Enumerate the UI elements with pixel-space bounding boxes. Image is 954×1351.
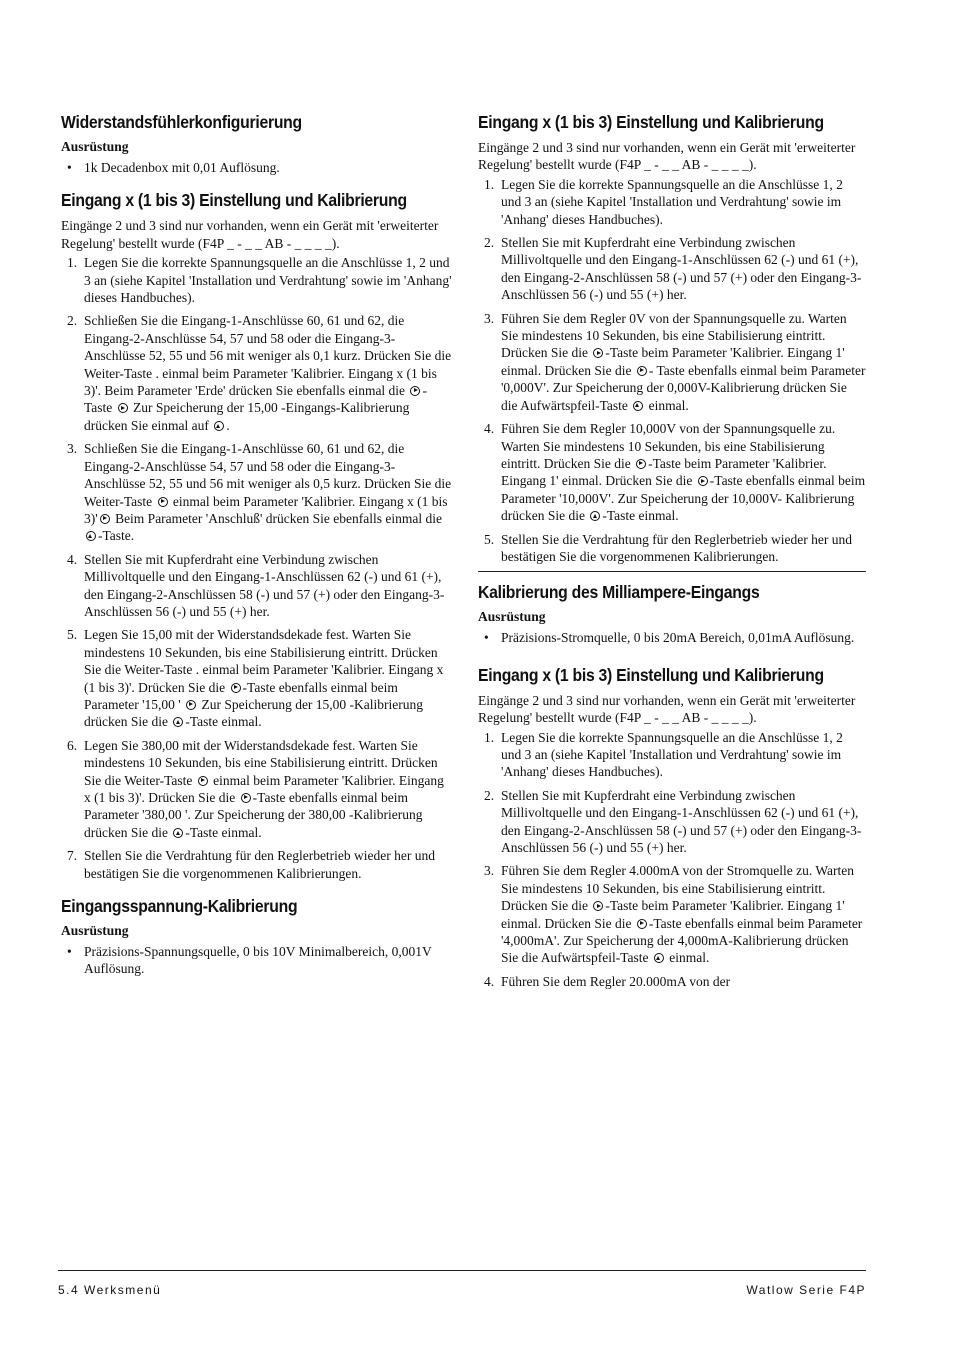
list-item: • Präzisions-Stromquelle, 0 bis 20mA Bereich, 0,01mA Auflösung.	[478, 629, 866, 646]
step-text: Legen Sie die korrekte Spannungsquelle an die Anschlüsse 1, 2 und 3 an (siehe Kapitel 'Installation und Verdrahtung' sowie im 'Anhang' dieses Handbuches).	[501, 176, 843, 227]
up-arrow-key-icon	[86, 531, 96, 541]
equipment-label: Ausrüstung	[61, 923, 129, 939]
step-text: Stellen Sie die Verdrahtung für den Reglerbetrieb wieder her und bestätigen Sie die vorgenommenen Kalibrierungen.	[501, 531, 853, 564]
equipment-list	[61, 159, 453, 176]
page-footer	[58, 1270, 866, 1297]
list-item	[478, 729, 866, 781]
step-text: Führen Sie dem Regler 4.000mA von der Stromquelle zu. Warten Sie mindestens 10 Sekunden, bis eine Stabilisierung eintritt. Drücken Sie die	[501, 863, 854, 914]
step-text: Schließen Sie die Eingang-1-Anschlüsse 60, 61 und 62, die Eingang-2-Anschlüsse 54, 57 und 58 oder die Eingang-3-Anschlüsse 52, 55 und 56 mit weniger als 0,5 kurz. Drücken Sie die Weiter-Taste	[84, 441, 452, 509]
step-number: 1.	[484, 729, 495, 745]
step-number: 5.	[67, 627, 78, 643]
advance-key-icon	[637, 919, 647, 929]
step-number: 4.	[484, 421, 495, 437]
step-text: Legen Sie die korrekte Spannungsquelle an die Anschlüsse 1, 2 und 3 an (siehe Kapitel 'Installation und Verdrahtung' sowie im 'Anhang' dieses Handbuches).	[84, 255, 452, 306]
up-arrow-key-icon	[173, 828, 183, 838]
step-text: -Taste beim Parameter 'Kalibrier. Eingang 1' einmal. Drücken Sie die	[501, 455, 827, 489]
list-item	[478, 862, 866, 966]
step-number: 5.	[484, 531, 495, 547]
section-divider	[478, 571, 866, 572]
steps-list	[478, 729, 866, 991]
section-milliamp-calibration	[478, 582, 866, 646]
step-number: 3.	[67, 441, 78, 457]
step-text: Führen Sie dem Regler 20.000mA von der	[501, 973, 731, 989]
advance-key-icon	[100, 514, 110, 524]
left-column	[61, 112, 453, 992]
list-item	[61, 551, 453, 621]
step-text: -Taste einmal.	[602, 508, 679, 524]
step-text: Schließen Sie die Eingang-1-Anschlüsse 60, 61 und 62, die Eingang-2-Anschlüsse 54, 57 und 58 oder die Eingang-3-Anschlüsse 52, 55 und 56 mit weniger als 0,1 kurz. Drücken Sie die Weiter-Taste . einmal beim Parameter 'Kalibrier. Eingang x (1 bis 3)'. Beim Parameter 'Erde' drücken Sie ebenfalls einmal die	[84, 313, 452, 399]
step-text: -Taste ebenfalls einmal beim Parameter '4,000mA'. Zur Speicherung der 4,000mA-Kalibrierung drücken Sie die Aufwärtspfeil-Taste	[501, 915, 863, 966]
list-item	[61, 440, 453, 544]
list-item	[478, 310, 866, 414]
up-arrow-key-icon	[214, 421, 224, 431]
step-text: einmal beim Parameter 'Kalibrier. Eingang x (1 bis 3)'. Drücken Sie die	[84, 772, 444, 805]
step-number: 4.	[67, 551, 78, 567]
step-text: -Taste einmal.	[185, 714, 262, 730]
step-number: 1.	[484, 176, 495, 192]
section-rtd-config	[61, 112, 453, 176]
section-input-setup-voltage	[478, 112, 866, 565]
step-text: - Taste ebenfalls einmal beim Parameter '0,000V'. Zur Speicherung der 0,000V-Kalibrierung drücken Sie die Aufwärtspfeil-Taste	[501, 362, 866, 413]
step-text: .	[226, 417, 230, 433]
steps-list	[478, 176, 866, 566]
advance-key-icon	[636, 459, 646, 469]
section-input-setup-milliamp	[478, 665, 866, 991]
section-title: Kalibrierung des Milliampere-Eingangs	[478, 582, 760, 603]
step-text: einmal.	[669, 950, 710, 966]
equipment-list	[478, 629, 866, 646]
advance-key-icon	[186, 700, 196, 710]
list-item	[478, 531, 866, 566]
section-title: Widerstandsfühlerkonfigurierung	[61, 112, 302, 132]
up-arrow-key-icon	[173, 717, 183, 727]
steps-list	[61, 254, 453, 882]
step-number: 2.	[484, 235, 495, 251]
step-number: 1.	[67, 255, 78, 271]
step-text: Führen Sie dem Regler 10,000V von der Spannungsquelle zu. Warten Sie mindestens 10 Sekunden, bis eine Stabilisierung eintritt. Drücken Sie die	[501, 421, 836, 471]
advance-key-icon	[593, 348, 603, 358]
step-text: Legen Sie die korrekte Spannungsquelle an die Anschlüsse 1, 2 und 3 an (siehe Kapitel 'Installation und Verdrahtung' sowie im 'Anhang' dieses Handbuches).	[501, 729, 843, 780]
list-item	[478, 973, 866, 990]
intro-paragraph: Eingänge 2 und 3 sind nur vorhanden, wenn ein Gerät mit 'erweiterter Regelung' bestellt wurde (F4P _ - _ _ AB - _ _ _ _).	[478, 140, 856, 173]
list-item	[61, 312, 453, 434]
step-text: -Taste ebenfalls einmal beim Parameter '15,00 '	[84, 679, 398, 712]
list-item	[61, 737, 453, 841]
step-text: -Taste	[84, 383, 427, 416]
step-number: 3.	[484, 863, 495, 879]
footer-page-section: 5.4 Werksmenü	[58, 1283, 162, 1297]
step-number: 6.	[67, 737, 78, 753]
list-item	[61, 626, 453, 730]
advance-key-icon	[698, 476, 708, 486]
equipment-label: Ausrüstung	[478, 609, 546, 625]
list-item	[478, 176, 866, 228]
step-text: -Taste beim Parameter 'Kalibrier. Eingang 1' einmal. Drücken Sie die	[501, 345, 845, 378]
step-text: einmal beim Parameter 'Kalibrier. Eingang x (1 bis 3)'	[84, 493, 448, 526]
step-number: 2.	[67, 313, 78, 329]
equipment-list	[61, 943, 453, 978]
step-text: Stellen Sie mit Kupferdraht eine Verbindung zwischen Millivoltquelle und den Eingang-1-Anschlüssen 62 (-) und 61 (+), den Eingang-2-Anschlüssen 58 (-) und 57 (+) oder den Eingang-3-Anschlüssen 56 (-) und 55 (+) her.	[84, 551, 445, 619]
step-text: -Taste ebenfalls einmal beim Parameter '380,00 '. Zur Speicherung der 380,00 -Kalibrierung drücken Sie die	[84, 790, 423, 840]
list-item	[478, 787, 866, 857]
step-text: Stellen Sie die Verdrahtung für den Reglerbetrieb wieder her und bestätigen Sie die vorgenommenen Kalibrierungen.	[84, 848, 436, 881]
step-text: Zur Speicherung der 15,00 -Eingangs-Kalibrierung drücken Sie einmal auf	[84, 400, 410, 433]
step-text: einmal.	[648, 397, 689, 413]
step-text: Legen Sie 15,00 mit der Widerstandsdekade fest. Warten Sie mindestens 10 Sekunden, bis eine Stabilisierung eintritt. Drücken Sie die Weiter-Taste . einmal beim Parameter 'Kalibrier. Eingang x (1 bis 3)'. Drücken Sie die	[84, 627, 444, 695]
list-item: • Präzisions-Spannungsquelle, 0 bis 10V Minimalbereich, 0,001V Auflösung.	[61, 943, 453, 978]
step-text: -Taste einmal.	[185, 824, 262, 840]
step-text: Legen Sie 380,00 mit der Widerstandsdekade fest. Warten Sie mindestens 10 Sekunden, bis eine Stabilisierung eintritt. Drücken Sie die Weiter-Taste	[84, 737, 438, 788]
advance-key-icon	[637, 366, 647, 376]
step-text: Zur Speicherung der 15,00 -Kalibrierung drücken Sie die	[84, 696, 424, 730]
section-title: Eingangsspannung-Kalibrierung	[61, 896, 298, 917]
right-column	[478, 112, 866, 1004]
step-text: Führen Sie dem Regler 0V von der Spannungsquelle zu. Warten Sie mindestens 10 Sekunden, bis eine Stabilisierung eintritt. Drücken Sie die	[501, 310, 847, 361]
step-number: 4.	[484, 973, 495, 989]
advance-key-icon	[410, 386, 420, 396]
up-arrow-key-icon	[590, 511, 600, 521]
section-title: Eingang x (1 bis 3) Einstellung und Kalibrierung	[61, 190, 407, 211]
intro-paragraph: Eingänge 2 und 3 sind nur vorhanden, wenn ein Gerät mit 'erweiterter Regelung' bestellt wurde (F4P _ - _ _ AB - _ _ _ _).	[478, 692, 856, 726]
advance-key-icon	[231, 683, 241, 693]
step-text: Stellen Sie mit Kupferdraht eine Verbindung zwischen Millivoltquelle und den Eingang-1-Anschlüssen 62 (-) und 61 (+), den Eingang-2-Anschlüssen 58 (-) und 57 (+) oder den Eingang-3-Anschlüssen 56 (-) und 55 (+) her.	[501, 235, 862, 303]
intro-paragraph: Eingänge 2 und 3 sind nur vorhanden, wenn ein Gerät mit 'erweiterter Regelung' bestellt wurde (F4P _ - _ _ AB - _ _ _ _).	[61, 218, 439, 251]
footer-manual-title: Watlow Serie F4P	[746, 1283, 866, 1297]
step-text: -Taste beim Parameter 'Kalibrier. Eingang 1' einmal. Drücken Sie die	[501, 898, 845, 931]
advance-key-icon	[198, 776, 208, 786]
section-input-setup-rtd	[61, 190, 453, 882]
advance-key-icon	[593, 901, 603, 911]
step-number: 2.	[484, 787, 495, 803]
step-text: Beim Parameter 'Anschluß' drücken Sie ebenfalls einmal die	[115, 510, 442, 526]
section-title: Eingang x (1 bis 3) Einstellung und Kalibrierung	[478, 112, 824, 132]
section-title: Eingang x (1 bis 3) Einstellung und Kalibrierung	[478, 664, 824, 685]
equipment-label: Ausrüstung	[61, 139, 129, 154]
step-number: 3.	[484, 310, 495, 326]
list-item: • 1k Decadenbox mit 0,01 Auflösung.	[61, 159, 453, 176]
list-item	[478, 420, 866, 524]
step-text: Stellen Sie mit Kupferdraht eine Verbindung zwischen Millivoltquelle und den Eingang-1-Anschlüssen 62 (-) und 61 (+), den Eingang-2-Anschlüssen 58 (-) und 57 (+) oder den Eingang-3-Anschlüssen 56 (-) und 55 (+) her.	[501, 787, 862, 855]
step-number: 7.	[67, 848, 78, 864]
section-voltage-calibration	[61, 896, 453, 978]
advance-key-icon	[241, 793, 251, 803]
step-text: -Taste ebenfalls einmal beim Parameter '10,000V'. Zur Speicherung der 10,000V- Kalibrierung drücken Sie die	[501, 473, 866, 524]
step-text: -Taste.	[98, 528, 135, 544]
advance-key-icon	[158, 497, 168, 507]
list-item	[61, 254, 453, 306]
up-arrow-key-icon	[633, 401, 643, 411]
list-item	[61, 847, 453, 882]
list-item	[478, 234, 866, 304]
advance-key-icon	[118, 403, 128, 413]
up-arrow-key-icon	[654, 953, 664, 963]
